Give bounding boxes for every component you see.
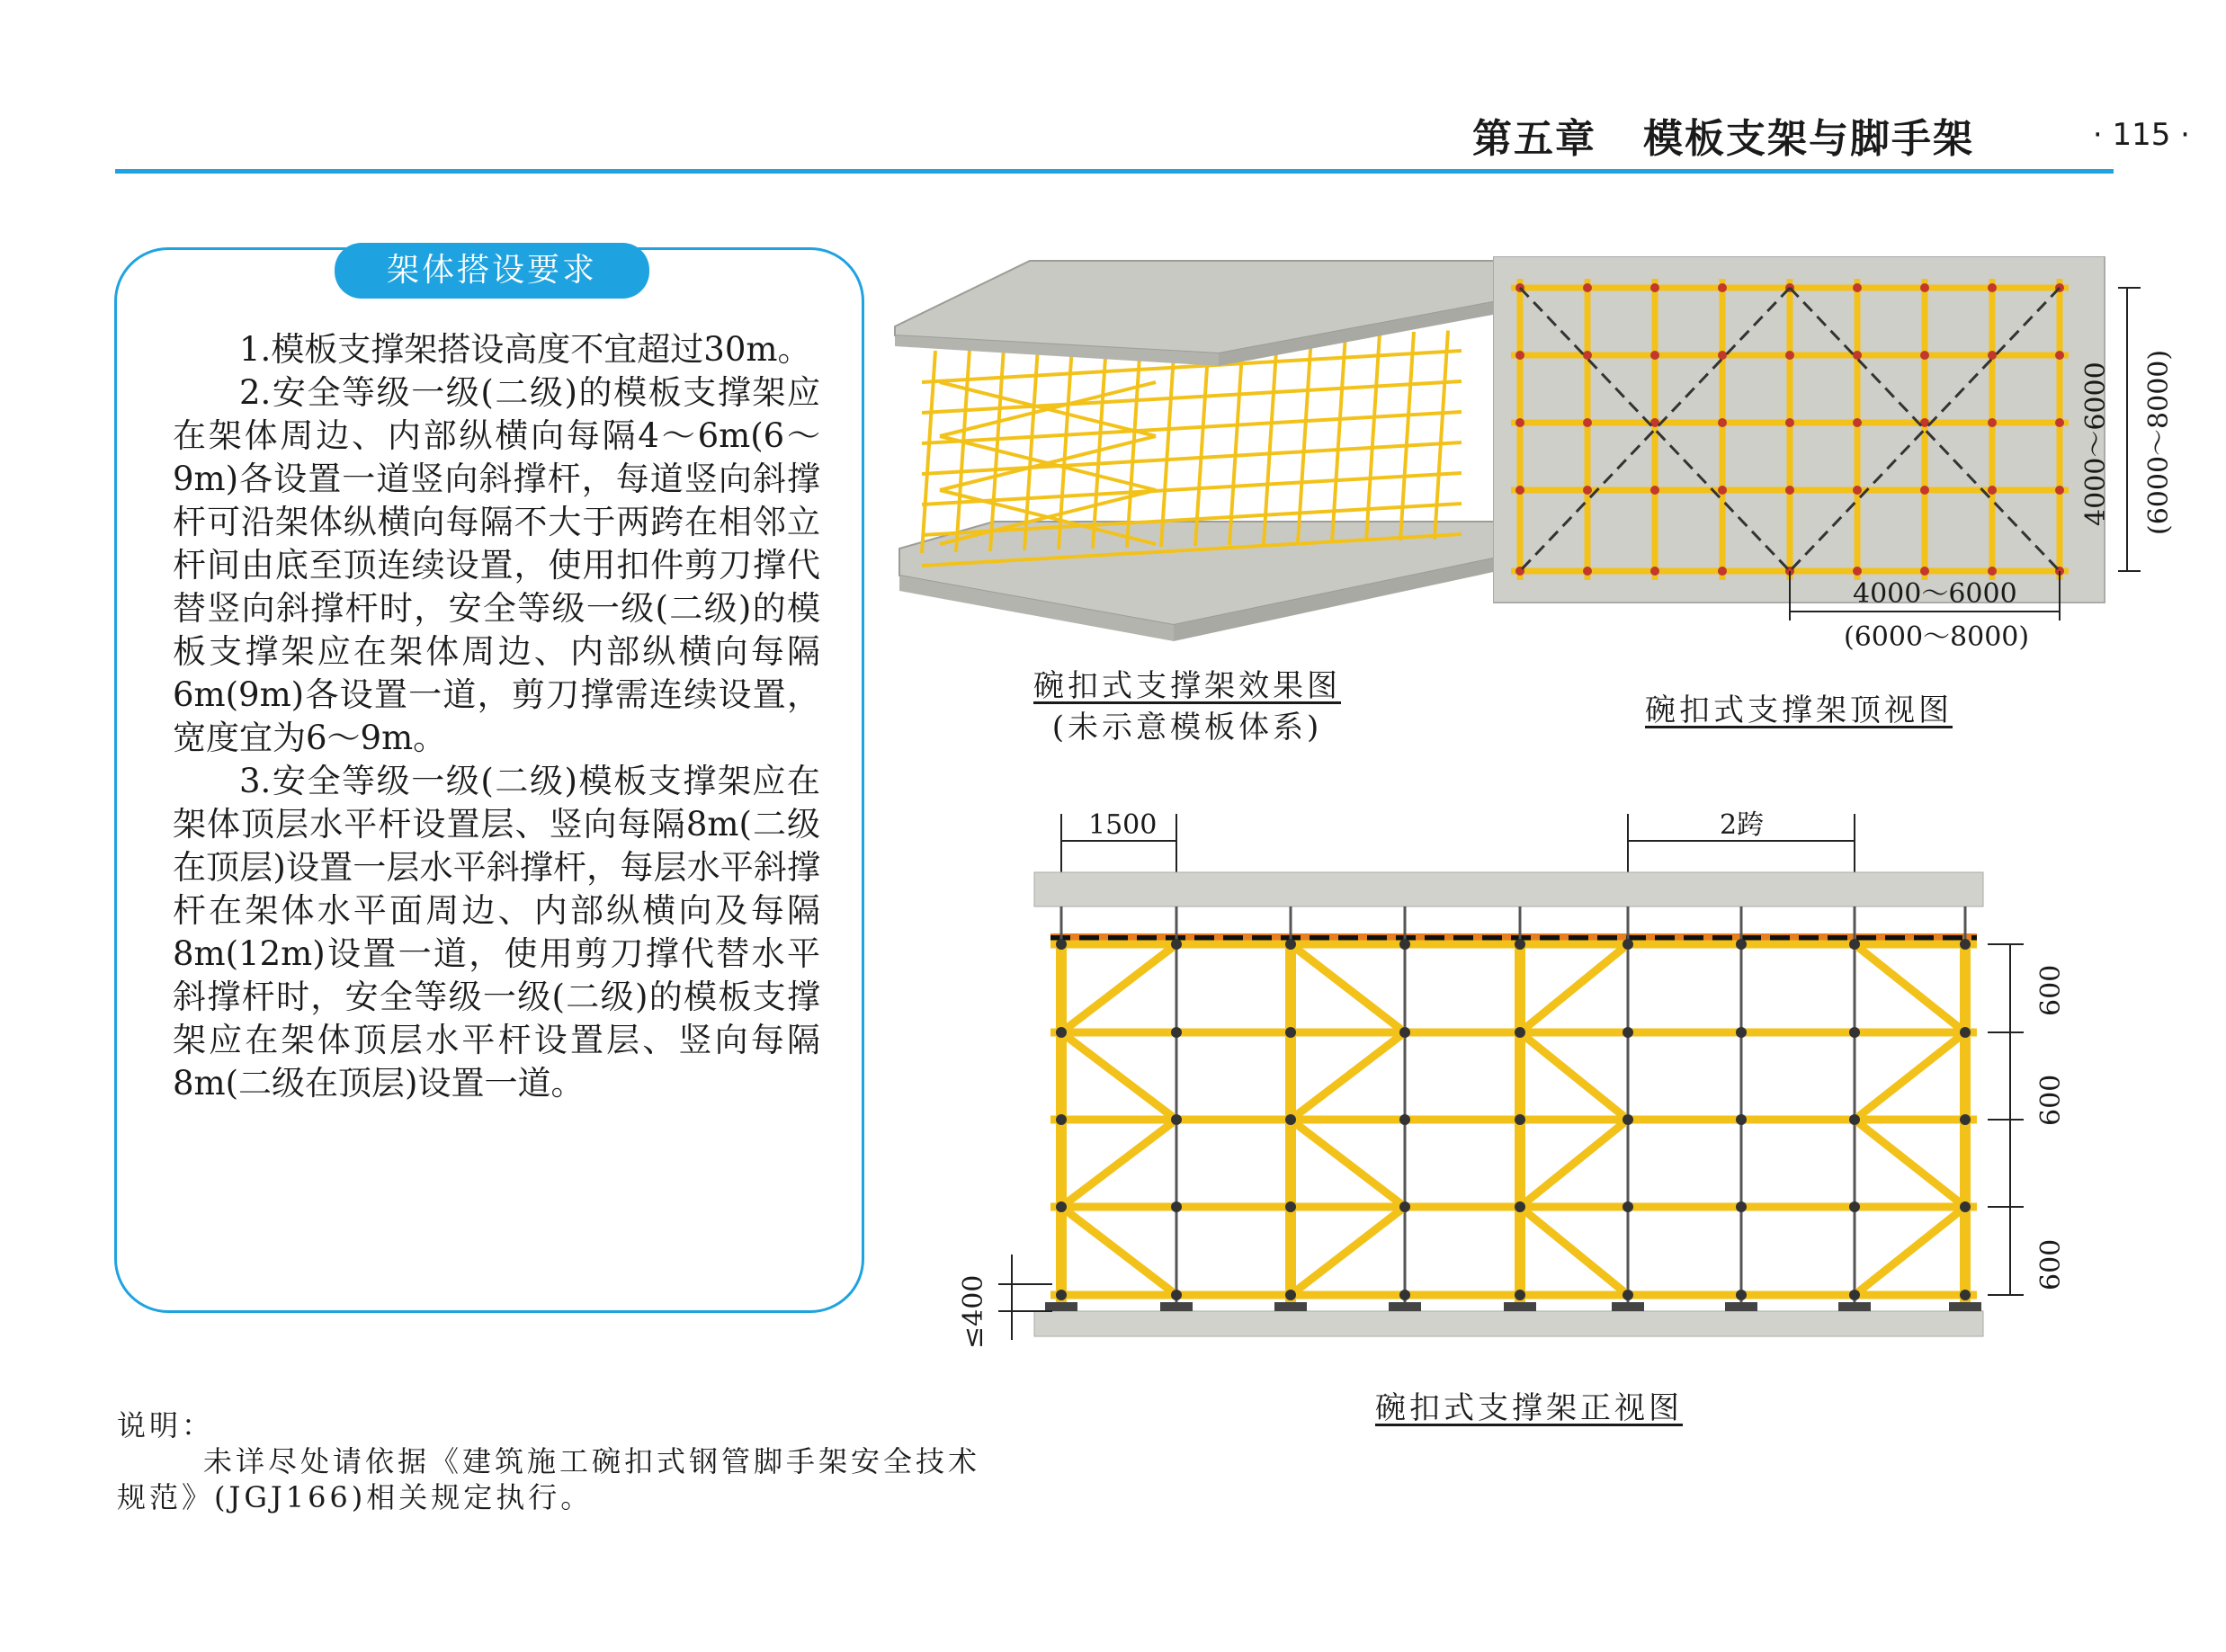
front-view-joint	[1285, 939, 1296, 950]
notes-text-line1: 未详尽处请依据《建筑施工碗扣式钢管脚手架安全技术	[203, 1444, 981, 1478]
requirement-item-3: 3.安全等级一级(二级)模板支撑架应在架体顶层水平杆设置层、竖向每隔8m(二级在顶层)设置一层水平斜撑杆，每层水平斜撑杆在架体水平面周边、内部纵横向及每隔8m(12m)设置一道，使用剪刀撑代替水平斜撑杆时，安全等级一级(二级)的模板支撑架应在架体顶层水平杆设置层、竖向每隔8m(二级在顶层)设置一道。	[173, 762, 820, 1103]
perspective-pole	[1093, 344, 1106, 549]
requirements-title: 架体搭设要求	[335, 243, 649, 299]
front-view-joint	[1623, 1201, 1633, 1212]
top-view-node	[1988, 486, 1997, 495]
front-view-base-plate	[1838, 1302, 1871, 1311]
front-view-brace	[1291, 944, 1405, 1032]
perspective-subcaption: (未示意模板体系)	[1051, 710, 1323, 746]
top-view-node	[1583, 418, 1592, 427]
front-view-brace	[1061, 1120, 1176, 1207]
front-view-joint	[1623, 939, 1633, 950]
requirements-text	[173, 328, 820, 1105]
front-view-dim-step-2: 600	[2035, 1074, 2067, 1126]
front-view-brace	[1520, 1207, 1628, 1295]
front-view-joint	[1056, 1027, 1067, 1038]
perspective-pole	[1229, 339, 1243, 546]
front-view-joint	[1399, 1027, 1410, 1038]
top-view-dim-horizontal: 4000～6000	[1853, 578, 2017, 610]
top-view-node	[1853, 567, 1862, 576]
top-slab	[895, 261, 1497, 353]
front-view-brace	[1291, 1032, 1405, 1120]
top-view-node	[1583, 283, 1592, 292]
perspective-ledger	[922, 412, 1462, 443]
top-view-node	[2055, 418, 2064, 427]
top-view-node	[1920, 283, 1929, 292]
top-view-node	[1718, 351, 1727, 360]
front-view-joint	[1960, 939, 1971, 950]
front-view-brace	[1291, 1120, 1405, 1207]
front-view-brace	[1520, 1120, 1628, 1207]
front-view-brace	[1855, 1207, 1965, 1295]
front-view-joint	[1171, 1027, 1182, 1038]
perspective-caption: 碗扣式支撑架效果图	[1033, 668, 1341, 704]
perspective-pole	[1127, 343, 1140, 548]
front-view-caption: 碗扣式支撑架正视图	[1375, 1390, 1683, 1426]
front-view-brace	[1855, 1032, 1965, 1120]
top-view-dim-vertical-alt: (6000～8000)	[2143, 349, 2175, 535]
front-view-joint	[1515, 1114, 1525, 1125]
front-view-joint	[1849, 1114, 1860, 1125]
top-view-node	[1583, 351, 1592, 360]
front-view-joint	[1399, 1114, 1410, 1125]
top-view-node	[1920, 418, 1929, 427]
page-number: · 115 ·	[2092, 117, 2190, 153]
top-view-node	[1515, 486, 1524, 495]
perspective-ledger	[922, 442, 1462, 474]
header-rule	[115, 169, 2114, 174]
perspective-caption-block	[998, 665, 1376, 748]
front-view-dim-two-spans: 2跨	[1720, 809, 1765, 841]
front-view-joint	[1171, 1201, 1182, 1212]
front-view-base-plate	[1725, 1302, 1757, 1311]
top-view-node	[1853, 486, 1862, 495]
front-view-joint	[1515, 1290, 1525, 1300]
front-view-dim-step-1: 600	[2035, 964, 2067, 1016]
top-view-node	[1650, 567, 1659, 576]
front-view-brace	[1855, 1120, 1965, 1207]
front-view-joint	[1736, 939, 1747, 950]
front-view-joint	[1736, 1290, 1747, 1300]
top-view-node	[1718, 283, 1727, 292]
top-view-node	[1515, 418, 1524, 427]
front-view-joint	[1515, 1201, 1525, 1212]
front-view-joint	[1515, 939, 1525, 950]
front-view-joint	[1849, 1027, 1860, 1038]
top-view-node	[1988, 567, 1997, 576]
front-view-base-plate	[1949, 1302, 1981, 1311]
front-view-base-plate	[1612, 1302, 1644, 1311]
front-view-joint	[1736, 1114, 1747, 1125]
front-view-joint	[1056, 1290, 1067, 1300]
front-view-joint	[1623, 1114, 1633, 1125]
front-view-joint	[1960, 1114, 1971, 1125]
front-view-joint	[1399, 1201, 1410, 1212]
top-view-node	[1650, 351, 1659, 360]
front-view-joint	[1056, 1114, 1067, 1125]
top-view-node	[1583, 486, 1592, 495]
front-view-joint	[1056, 1201, 1067, 1212]
top-view-dim-horizontal-alt: (6000～8000)	[1844, 621, 2030, 653]
top-view-node	[2055, 486, 2064, 495]
front-view-joint	[1849, 1201, 1860, 1212]
top-view-node	[1650, 486, 1659, 495]
top-view-node	[1785, 418, 1794, 427]
front-view-joint	[1960, 1027, 1971, 1038]
front-view-joint	[1960, 1201, 1971, 1212]
notes	[117, 1407, 1070, 1515]
front-view-joint	[1285, 1201, 1296, 1212]
top-view-dim-vertical: 4000～6000	[2080, 362, 2112, 526]
front-view-brace	[1061, 944, 1176, 1032]
front-view-dim-step-3: 600	[2035, 1238, 2067, 1290]
perspective-ledger	[922, 473, 1462, 505]
top-view-node	[1650, 418, 1659, 427]
top-view-node	[1853, 283, 1862, 292]
front-view-joint	[1285, 1027, 1296, 1038]
front-view-figure	[944, 800, 2114, 1358]
front-view-joint	[1515, 1027, 1525, 1038]
perspective-figure	[886, 247, 1515, 643]
front-view-joint	[1736, 1201, 1747, 1212]
top-view-figure	[1493, 256, 2213, 670]
front-view-base-plate	[1389, 1302, 1421, 1311]
front-view-joint	[1399, 939, 1410, 950]
front-view-brace	[1520, 944, 1628, 1032]
top-view-node	[1718, 486, 1727, 495]
front-view-joint	[1849, 939, 1860, 950]
top-view-node	[1785, 486, 1794, 495]
front-view-base-plate	[1274, 1302, 1307, 1311]
front-view-joint	[1171, 939, 1182, 950]
front-view-joint	[1623, 1027, 1633, 1038]
top-view-vertical-dim	[2118, 288, 2141, 571]
top-view-node	[1515, 351, 1524, 360]
front-view-bottom-slab	[1034, 1311, 1983, 1336]
front-view-brace	[1520, 1032, 1628, 1120]
front-view-joint	[1171, 1290, 1182, 1300]
front-view-dim-span: 1500	[1088, 809, 1158, 841]
top-view-node	[1920, 351, 1929, 360]
front-view-joint	[1960, 1290, 1971, 1300]
front-view-right-dims	[1988, 944, 2024, 1295]
front-view-brace	[1291, 1207, 1405, 1295]
requirement-item-1: 1.模板支撑架搭设高度不宜超过30m。	[239, 330, 811, 369]
requirement-item-2: 2.安全等级一级(二级)的模板支撑架应在架体周边、内部纵横向每隔4～6m(6～9m)各设置一道竖向斜撑杆，每道竖向斜撑杆可沿架体纵横向每隔不大于两跨在相邻立杆间由底至顶连续设置，使用扣件剪刀撑代替竖向斜撑杆时，安全等级一级(二级)的模板支撑架应在架体周边、内部纵横向每隔6m(9m)各设置一道，剪刀撑需连续设置，宽度宜为6～9m。	[173, 373, 820, 757]
front-view-joint	[1736, 1027, 1747, 1038]
perspective-pole	[1195, 340, 1209, 546]
front-view-joint	[1285, 1114, 1296, 1125]
front-view-base-plate	[1160, 1302, 1193, 1311]
top-view-node	[1988, 351, 1997, 360]
top-view-node	[1853, 418, 1862, 427]
front-view-frame	[1045, 906, 1981, 1311]
top-view-node	[1583, 567, 1592, 576]
front-view-joint	[1399, 1290, 1410, 1300]
front-view-brace	[1061, 1032, 1176, 1120]
top-view-node	[1853, 351, 1862, 360]
perspective-pole	[1161, 342, 1175, 548]
chapter-title: 第五章 模板支架与脚手架	[1472, 116, 1974, 162]
front-view-base-plate	[1045, 1302, 1077, 1311]
top-view-caption: 碗扣式支撑架顶视图	[1645, 692, 1953, 728]
front-view-base-plate	[1504, 1302, 1536, 1311]
front-view-top-slab	[1034, 872, 1983, 906]
top-view-node	[1718, 567, 1727, 576]
top-view-node	[1650, 283, 1659, 292]
top-view-node	[1988, 283, 1997, 292]
perspective-pole	[1400, 332, 1414, 540]
front-view-joint	[1056, 939, 1067, 950]
front-view-joint	[1623, 1290, 1633, 1300]
top-view-node	[1718, 418, 1727, 427]
top-view-node	[1988, 418, 1997, 427]
front-view-brace	[1061, 1207, 1176, 1295]
front-view-joint	[1171, 1114, 1182, 1125]
top-view-node	[1920, 486, 1929, 495]
top-view-node	[2055, 351, 2064, 360]
perspective-pole	[1435, 331, 1448, 540]
front-view-joint	[1849, 1290, 1860, 1300]
front-view-joint	[1285, 1290, 1296, 1300]
notes-label: 说明：	[117, 1408, 215, 1442]
front-view-brace	[1855, 944, 1965, 1032]
front-view-dim-bottom: ≤400	[958, 1274, 989, 1349]
notes-text-line2: 规范》(JGJ166)相关规定执行。	[117, 1480, 594, 1514]
top-view-node	[1920, 567, 1929, 576]
top-view-node	[1785, 351, 1794, 360]
